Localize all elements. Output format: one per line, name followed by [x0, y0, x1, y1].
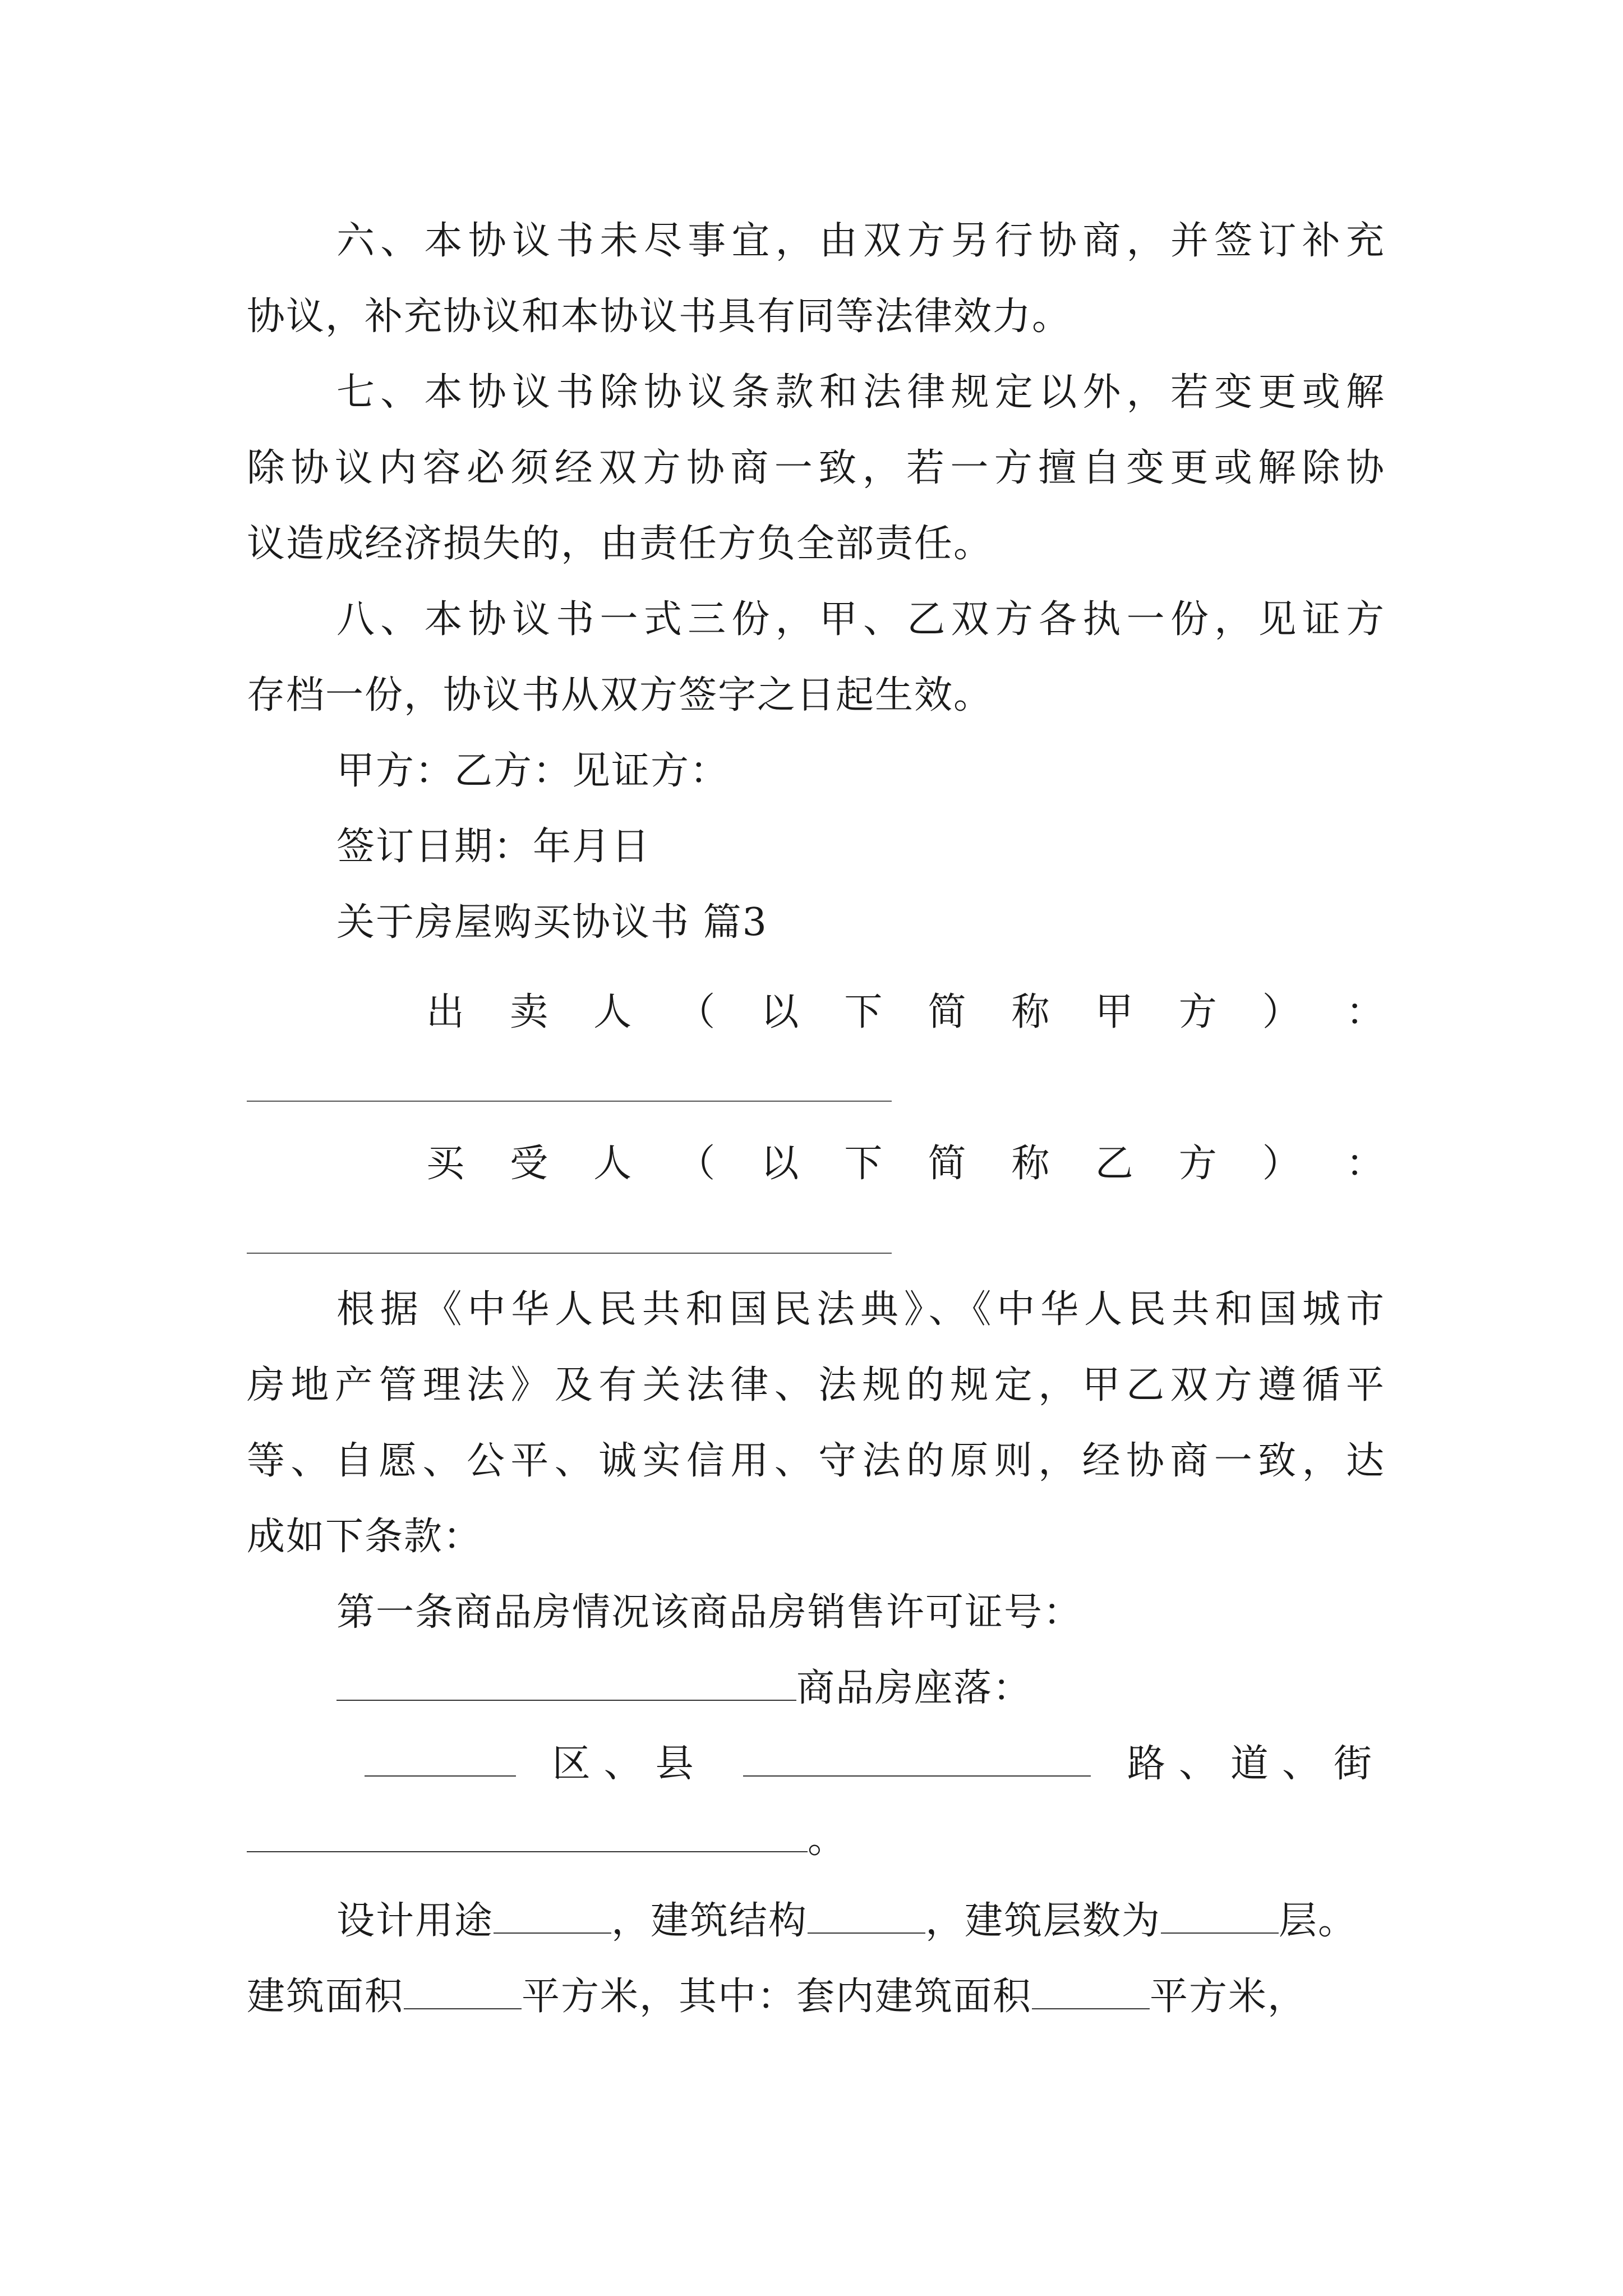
design-use-blank	[494, 1898, 611, 1934]
buyer-char: ：	[1345, 1142, 1385, 1186]
para6-line2: 协议，补充协议和本协议书具有同等法律效力。	[247, 295, 1072, 339]
signature-line: 甲方：乙方：见证方：	[336, 749, 730, 793]
buyer-char: 人	[593, 1142, 633, 1186]
seller-label	[426, 987, 1385, 1038]
district-blank	[365, 1741, 516, 1777]
buyer-blank-line	[247, 1253, 892, 1254]
buyer-char: 方	[1178, 1142, 1218, 1186]
intro-line4: 成如下条款：	[247, 1515, 483, 1559]
buyer-char: 简	[928, 1142, 967, 1186]
road-label: 路、道、街	[1127, 1742, 1385, 1786]
intro-line3: 等、自愿、公平、诚实信用、守法的原则，经协商一致，达	[247, 1439, 1385, 1483]
sqm-label: 平方米，	[1150, 1975, 1307, 2019]
para7-line1: 七、本协议书除协议条款和法律规定以外，若变更或解	[336, 370, 1385, 415]
license-number-blank	[336, 1665, 796, 1701]
seller-char: 称	[1011, 990, 1051, 1034]
floor-unit: 层。	[1279, 1899, 1358, 1943]
seller-char: ）	[1262, 990, 1302, 1034]
seller-char: 方	[1178, 990, 1218, 1034]
seller-char: 下	[844, 990, 884, 1034]
inner-area-label: 平方米，其中：套内建筑面积	[522, 1975, 1032, 2019]
section-title: 关于房屋购买协议书 篇3	[336, 900, 768, 945]
structure-label: ，建筑结构	[611, 1899, 808, 1943]
buyer-char: （	[677, 1142, 717, 1186]
intro-line2: 房地产管理法》及有关法律、法规的规定，甲乙双方遵循平	[247, 1363, 1385, 1407]
para8-line1: 八、本协议书一式三份，甲、乙双方各执一份，见证方	[336, 597, 1385, 642]
para7-line2: 除协议内容必须经双方协商一致，若一方擅自变更或解除协	[247, 446, 1385, 490]
seller-char: 人	[593, 990, 633, 1034]
seller-blank-line	[247, 1101, 892, 1102]
intro-line1: 根据《中华人民共和国民法典》、《中华人民共和国城市	[336, 1287, 1385, 1332]
district-label: 区、县	[552, 1742, 707, 1786]
road-blank	[743, 1741, 1091, 1777]
floors-label: ，建筑层数为	[925, 1899, 1161, 1943]
period: 。	[808, 1818, 847, 1862]
buyer-char: 受	[510, 1142, 550, 1186]
buyer-char: 下	[844, 1142, 884, 1186]
floors-blank	[1161, 1898, 1279, 1934]
building-area-blank	[404, 1973, 522, 2009]
buyer-char: 买	[426, 1142, 466, 1186]
buyer-char: ）	[1262, 1142, 1302, 1186]
para7-line3: 议造成经济损失的，由责任方负全部责任。	[247, 522, 993, 566]
street-blank	[247, 1816, 808, 1852]
location-label: 商品房座落：	[796, 1666, 1032, 1710]
seller-char: 卖	[510, 990, 550, 1034]
buyer-char: 以	[760, 1142, 800, 1186]
seller-char: ：	[1345, 990, 1385, 1034]
building-area-label: 建筑面积	[247, 1975, 404, 2019]
buyer-char: 称	[1011, 1142, 1051, 1186]
para6-line1: 六、本协议书未尽事宜，由双方另行协商，并签订补充	[336, 219, 1385, 263]
seller-char: （	[677, 990, 717, 1034]
seller-char: 出	[426, 990, 466, 1034]
buyer-char: 乙	[1095, 1142, 1135, 1186]
location-line	[336, 1663, 1385, 1714]
seller-char: 甲	[1095, 990, 1135, 1034]
design-use-label: 设计用途	[336, 1899, 494, 1943]
seller-char: 简	[928, 990, 967, 1034]
seller-char: 以	[760, 990, 800, 1034]
para8-line2: 存档一份，协议书从双方签字之日起生效。	[247, 673, 993, 717]
structure-blank	[808, 1898, 925, 1934]
address-line	[365, 1739, 1385, 1789]
inner-area-blank	[1032, 1973, 1150, 2009]
article1-title: 第一条商品房情况该商品房销售许可证号：	[336, 1590, 1083, 1635]
design-line	[336, 1896, 1430, 1947]
area-line	[247, 1972, 1396, 2022]
sign-date-line: 签订日期：年月日	[336, 825, 651, 869]
buyer-label	[426, 1139, 1385, 1189]
address-end-line	[247, 1815, 1385, 1865]
